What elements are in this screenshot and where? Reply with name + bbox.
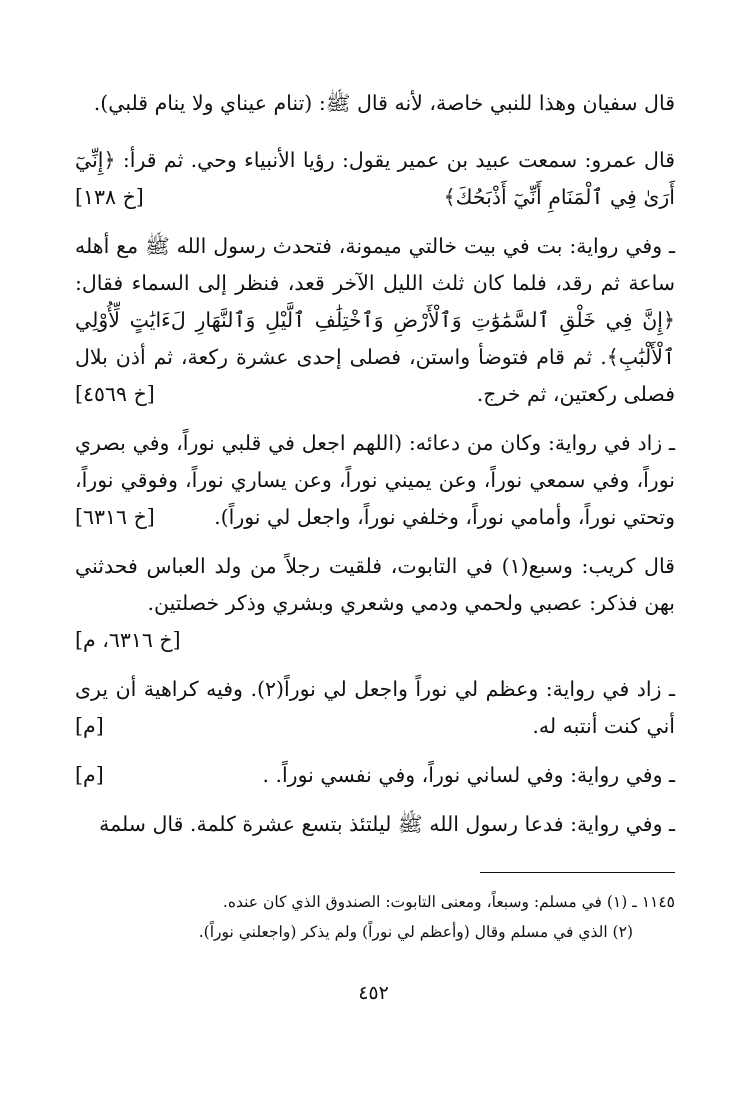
page-number: ٤٥٢: [358, 982, 389, 1004]
paragraph-text: قال سفيان وهذا للنبي خاصة، لأنه قال ﷺ: (تنام عيناي ولا ينام قلبي).: [93, 91, 675, 115]
paragraph-text: ـ وفي رواية: فدعا رسول الله ﷺ ليلتئذ بتسع عشرة كلمة. قال سلمة: [99, 812, 675, 836]
paragraph-kurayb: [75, 548, 675, 659]
hadith-reference: [خ ٦٣١٦]: [75, 505, 155, 529]
paragraph-tis-ashra: [75, 806, 675, 843]
page-body: [75, 85, 675, 855]
hadith-reference: [خ ٤٥٦٩]: [75, 382, 155, 406]
paragraph-riwaya-maymuna: [75, 228, 675, 413]
paragraph-text: ـ زاد في رواية: وكان من دعائه: (اللهم اجعل في قلبي نوراً، وفي بصري نوراً، وفي سمعي نوراً، وعن يميني نوراً، وعن يساري نوراً، وفوقي نوراً، وتحتي نوراً، وأمامي نوراً، وخلفي نوراً، واجعل لي نوراً).: [75, 431, 675, 529]
paragraph-text: قال عمرو: سمعت عبيد بن عمير يقول: رؤيا الأنبياء وحي. ثم قرأ: ﴿إِنِّيٓ أَرَىٰ فِي ٱلْمَنَامِ أَنِّيٓ أَذْبَحُكَ﴾: [75, 148, 675, 209]
footnote-2: (٢) الذي في مسلم وقال (وأعظم لي نوراً) ولم يذكر (واجعلني نوراً).: [198, 923, 633, 941]
footnote-1: ١١٤٥ ـ (١) في مسلم: وسبعاً، ومعنى التابوت: الصندوق الذي كان عنده.: [222, 893, 675, 911]
hadith-reference: [م]: [75, 714, 104, 738]
paragraph-text: ـ زاد في رواية: وعظم لي نوراً واجعل لي نوراً(٢). وفيه كراهية أن يرى أني كنت أنتبه له.: [75, 677, 675, 738]
paragraph-text: ـ وفي رواية: وفي لساني نوراً، وفي نفسي نوراً. .: [262, 763, 675, 787]
paragraph-dua-nur: [75, 425, 675, 536]
paragraph-text: ـ وفي رواية: بت في بيت خالتي ميمونة، فتحدث رسول الله ﷺ مع أهله ساعة ثم رقد، فلما كان ثلث الليل الآخر قعد، فنظر إلى السماء فقال: ﴿إِنَّ فِي خَلْقِ ٱلسَّمَٰوَٰتِ وَٱلْأَرْضِ وَٱخْتِلَٰفِ ٱلَّيْلِ وَٱلنَّهَارِ لَءَايَٰتٍ لِّأُوْلِي ٱلْأَلْبَٰبِ﴾. ثم قام فتوضأ واستن، فصلى إحدى عشرة ركعة، ثم أذن بلال فصلى ركعتين، ثم خرج.: [75, 234, 675, 406]
paragraph-lisan: [75, 757, 675, 794]
hadith-reference: [م]: [75, 763, 104, 787]
paragraph-sufyan: [75, 85, 675, 122]
hadith-reference: [خ ١٣٨]: [75, 185, 144, 209]
paragraph-text: قال كريب: وسبع(١) في التابوت، فلقيت رجلاً من ولد العباس فحدثني بهن فذكر: عصبي ولحمي ودمي وشعري وبشري وذكر خصلتين.: [75, 554, 675, 615]
paragraph-amr: [75, 142, 675, 216]
paragraph-zada-azim: [75, 671, 675, 745]
hadith-reference: [خ ٦٣١٦، م]: [75, 628, 181, 652]
footnotes: [75, 872, 675, 947]
footnote-divider: [480, 872, 675, 873]
